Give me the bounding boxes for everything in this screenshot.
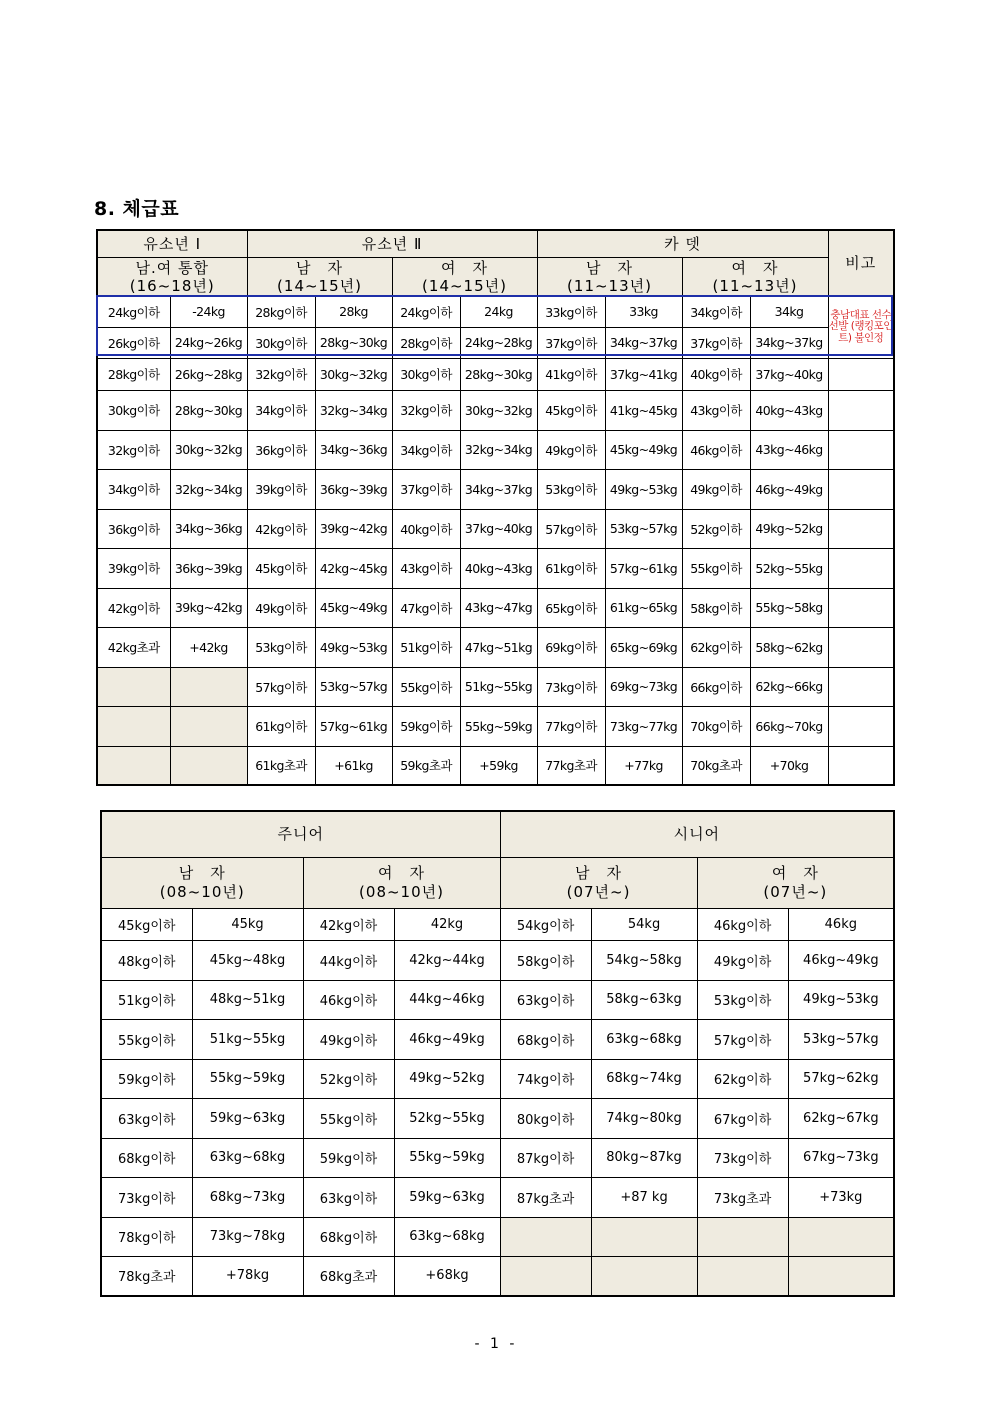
table-cell: 59kg이하 (101, 1059, 192, 1098)
table-cell: 55kg이하 (682, 548, 750, 588)
table-cell: 49kg이하 (247, 588, 315, 627)
table-cell: 74kg이하 (500, 1059, 591, 1098)
table-cell: 58kg이하 (500, 940, 591, 980)
table-cell: 39kg~42kg (170, 588, 247, 627)
table-cell: 28kg~30kg (460, 358, 537, 390)
table-cell: 30kg이하 (392, 358, 460, 390)
table-cell: 36kg이하 (247, 430, 315, 469)
table-cell: 61kg이하 (247, 706, 315, 746)
remarks-cell (828, 358, 894, 390)
table-cell: 63kg~68kg (192, 1138, 303, 1177)
table-cell: 30kg~32kg (460, 390, 537, 430)
table-cell: 34kg~37kg (460, 469, 537, 509)
table-cell: 62kg~67kg (788, 1098, 894, 1138)
table-cell: 55kg~59kg (192, 1059, 303, 1098)
table-row (97, 746, 894, 785)
table-cell: 47kg~51kg (460, 627, 537, 667)
table-cell: 48kg~51kg (192, 980, 303, 1019)
table-cell: 36kg~39kg (315, 469, 392, 509)
remarks-cell (828, 588, 894, 627)
table-cell: 45kg (192, 908, 303, 940)
table-cell: +68kg (394, 1256, 500, 1296)
table-cell: 77kg이하 (537, 706, 605, 746)
subgroup-header-junior-female: 여 자 (08~10년) (303, 857, 500, 908)
remarks-cell (828, 430, 894, 469)
table-cell: 39kg~42kg (315, 509, 392, 548)
table-cell: 41kg~45kg (605, 390, 682, 430)
table-cell: 54kg이하 (500, 908, 591, 940)
table-cell: 37kg이하 (392, 469, 460, 509)
table-cell: 63kg~68kg (394, 1217, 500, 1256)
subgroup-header-cadet-female: 여 자 (11~13년) (682, 257, 828, 296)
table-cell: 80kg이하 (500, 1098, 591, 1138)
subgroup-header-senior-female: 여 자 (07년~) (697, 857, 894, 908)
table-cell: 68kg이하 (101, 1138, 192, 1177)
table-cell: 65kg이하 (537, 588, 605, 627)
table-cell: 34kg~37kg (750, 327, 828, 358)
page-number: - 1 - (474, 1336, 518, 1352)
table-cell: 47kg이하 (392, 588, 460, 627)
remarks-cell (828, 667, 894, 706)
weight-class-table-junior-senior (100, 810, 895, 1297)
table-cell: +87 kg (591, 1177, 697, 1217)
table-cell: 59kg이하 (303, 1138, 394, 1177)
table-row (101, 1217, 894, 1256)
table-cell: 68kg초과 (303, 1256, 394, 1296)
table-cell: 39kg이하 (97, 548, 170, 588)
table-cell: 73kg이하 (537, 667, 605, 706)
table-row (101, 980, 894, 1019)
table-cell: 45kg~48kg (192, 940, 303, 980)
remarks-header: 비고 (828, 230, 894, 296)
table-cell: 73kg이하 (101, 1177, 192, 1217)
table-row (97, 706, 894, 746)
table-cell: 68kg이하 (500, 1019, 591, 1059)
group-header-senior: 시니어 (500, 811, 894, 857)
table-cell: 53kg~57kg (605, 509, 682, 548)
table-row (101, 908, 894, 940)
table-cell: 73kg~77kg (605, 706, 682, 746)
table-cell: 73kg이하 (697, 1138, 788, 1177)
table-cell: 62kg이하 (697, 1059, 788, 1098)
table-cell: 37kg~41kg (605, 358, 682, 390)
table-cell (697, 1217, 788, 1256)
table-cell (500, 1256, 591, 1296)
table-row (101, 1098, 894, 1138)
table-cell: 46kg이하 (697, 908, 788, 940)
table-cell: 42kg이하 (247, 509, 315, 548)
table-cell: 26kg~28kg (170, 358, 247, 390)
remarks-cell (828, 548, 894, 588)
table-cell: 53kg이하 (697, 980, 788, 1019)
table-cell: 49kg~53kg (788, 980, 894, 1019)
subgroup-header-junior-male: 남 자 (08~10년) (101, 857, 303, 908)
table-cell: 34kg~36kg (170, 509, 247, 548)
subgroup-header-senior-male: 남 자 (07년~) (500, 857, 697, 908)
table-cell: 28kg (315, 296, 392, 327)
table-cell (788, 1217, 894, 1256)
table-cell: 67kg~73kg (788, 1138, 894, 1177)
table-cell: 32kg이하 (247, 358, 315, 390)
remarks-cell (828, 746, 894, 785)
table-cell: 42kg이하 (303, 908, 394, 940)
table-cell: +42kg (170, 627, 247, 667)
remarks-cell (828, 509, 894, 548)
table-row (101, 1256, 894, 1296)
table-cell: 52kg~55kg (394, 1098, 500, 1138)
table-cell: 49kg~53kg (605, 469, 682, 509)
table-cell: 34kg~36kg (315, 430, 392, 469)
subgroup-header-mixed: 남.여 통합 (16~18년) (97, 257, 247, 296)
table-cell: 70kg이하 (682, 706, 750, 746)
table-cell: 32kg이하 (97, 430, 170, 469)
table-cell: 32kg~34kg (170, 469, 247, 509)
table-cell: +77kg (605, 746, 682, 785)
table-cell: 49kg이하 (697, 940, 788, 980)
table-cell: 51kg이하 (392, 627, 460, 667)
table-cell: 69kg이하 (537, 627, 605, 667)
remarks-cell (828, 390, 894, 430)
table-cell: 28kg이하 (392, 327, 460, 358)
table-row (101, 1138, 894, 1177)
table-cell: 58kg이하 (682, 588, 750, 627)
remarks-cell (828, 469, 894, 509)
table-cell: 87kg이하 (500, 1138, 591, 1177)
table-row (97, 327, 894, 358)
table-cell: 55kg~59kg (394, 1138, 500, 1177)
table-cell: +70kg (750, 746, 828, 785)
table-cell: 55kg~58kg (750, 588, 828, 627)
group-header-youth-1: 유소년 I (97, 230, 247, 257)
table-cell: 61kg초과 (247, 746, 315, 785)
table-cell: 46kg~49kg (750, 469, 828, 509)
table-cell: 57kg~61kg (605, 548, 682, 588)
table-cell: 53kg이하 (247, 627, 315, 667)
table-cell: 36kg이하 (97, 509, 170, 548)
table-cell: 45kg이하 (537, 390, 605, 430)
table-cell: 34kg이하 (682, 296, 750, 327)
table-cell: 24kg~28kg (460, 327, 537, 358)
table-cell (170, 706, 247, 746)
table-cell: 32kg~34kg (460, 430, 537, 469)
table-cell: 28kg~30kg (170, 390, 247, 430)
table-cell: 43kg이하 (392, 548, 460, 588)
table-cell: 34kg (750, 296, 828, 327)
table-cell (697, 1256, 788, 1296)
table-cell: 28kg이하 (247, 296, 315, 327)
table-row (97, 390, 894, 430)
table-cell: 40kg~43kg (460, 548, 537, 588)
weight-class-table-youth-cadet (96, 229, 895, 786)
table-row (97, 469, 894, 509)
table-cell: 24kg (460, 296, 537, 327)
table-cell: 42kg초과 (97, 627, 170, 667)
table-cell: 51kg~55kg (192, 1019, 303, 1059)
table-cell: 32kg이하 (392, 390, 460, 430)
table-cell: 55kg이하 (303, 1098, 394, 1138)
table-cell: 42kg~44kg (394, 940, 500, 980)
table-cell: 62kg이하 (682, 627, 750, 667)
table-cell: 53kg~57kg (315, 667, 392, 706)
table-cell: -24kg (170, 296, 247, 327)
table-cell: 51kg~55kg (460, 667, 537, 706)
table-cell: +78kg (192, 1256, 303, 1296)
table-cell: 68kg~74kg (591, 1059, 697, 1098)
table-cell: 37kg이하 (537, 327, 605, 358)
table-cell: 43kg~46kg (750, 430, 828, 469)
table-cell: 44kg이하 (303, 940, 394, 980)
table-cell: 43kg~47kg (460, 588, 537, 627)
table-cell: 52kg이하 (303, 1059, 394, 1098)
table-cell: 30kg~32kg (315, 358, 392, 390)
table-row (101, 1177, 894, 1217)
table-cell: 36kg~39kg (170, 548, 247, 588)
table-cell: 59kg초과 (392, 746, 460, 785)
table-cell: 42kg~45kg (315, 548, 392, 588)
group-header-cadet: 카 뎃 (537, 230, 828, 257)
table-row (97, 358, 894, 390)
table-cell (97, 746, 170, 785)
table-cell (591, 1217, 697, 1256)
table-cell: 49kg~52kg (750, 509, 828, 548)
table-cell: 51kg이하 (101, 980, 192, 1019)
table-cell: 46kg이하 (682, 430, 750, 469)
table-cell: 52kg이하 (682, 509, 750, 548)
table-cell: 39kg이하 (247, 469, 315, 509)
table-cell: 59kg~63kg (192, 1098, 303, 1138)
table-cell: 30kg이하 (97, 390, 170, 430)
table-cell: 49kg~53kg (315, 627, 392, 667)
table-cell: 73kg~78kg (192, 1217, 303, 1256)
table-cell: 34kg이하 (97, 469, 170, 509)
table-cell: 87kg초과 (500, 1177, 591, 1217)
table-cell: 55kg이하 (101, 1019, 192, 1059)
table-cell: 73kg초과 (697, 1177, 788, 1217)
table-cell: 63kg~68kg (591, 1019, 697, 1059)
table-cell: 59kg~63kg (394, 1177, 500, 1217)
table-cell: 46kg이하 (303, 980, 394, 1019)
table-cell: 68kg이하 (303, 1217, 394, 1256)
table-cell: 77kg초과 (537, 746, 605, 785)
table-cell: 42kg이하 (97, 588, 170, 627)
table-cell: 57kg이하 (247, 667, 315, 706)
table-cell: 55kg~59kg (460, 706, 537, 746)
table-cell: 44kg~46kg (394, 980, 500, 1019)
table-cell (97, 706, 170, 746)
table-cell: 40kg이하 (682, 358, 750, 390)
table-cell: 30kg~32kg (170, 430, 247, 469)
table-cell: 69kg~73kg (605, 667, 682, 706)
table-cell: 45kg이하 (101, 908, 192, 940)
subgroup-header-cadet-male: 남 자 (11~13년) (537, 257, 682, 296)
table-row (97, 627, 894, 667)
table-cell: 48kg이하 (101, 940, 192, 980)
table-cell: 66kg~70kg (750, 706, 828, 746)
table-cell: 49kg~52kg (394, 1059, 500, 1098)
table-cell: 46kg~49kg (394, 1019, 500, 1059)
table-cell: 54kg (591, 908, 697, 940)
table-cell: 61kg이하 (537, 548, 605, 588)
table-cell: 26kg이하 (97, 327, 170, 358)
table-cell (170, 667, 247, 706)
table-cell: 63kg이하 (101, 1098, 192, 1138)
table-row (97, 588, 894, 627)
table-cell: 62kg~66kg (750, 667, 828, 706)
table-cell: 49kg이하 (537, 430, 605, 469)
table-cell: 46kg (788, 908, 894, 940)
group-header-junior: 주니어 (101, 811, 500, 857)
table-cell: 52kg~55kg (750, 548, 828, 588)
table-cell: 55kg이하 (392, 667, 460, 706)
table-cell (591, 1256, 697, 1296)
table-cell: 66kg이하 (682, 667, 750, 706)
table-cell: 57kg~62kg (788, 1059, 894, 1098)
table-cell: 24kg이하 (97, 296, 170, 327)
table-cell: 63kg이하 (303, 1177, 394, 1217)
table-row (101, 1059, 894, 1098)
table-cell (788, 1256, 894, 1296)
table-row (97, 430, 894, 469)
table-cell: 34kg이하 (247, 390, 315, 430)
table-cell: 78kg초과 (101, 1256, 192, 1296)
table-cell: 68kg~73kg (192, 1177, 303, 1217)
table-cell: 74kg~80kg (591, 1098, 697, 1138)
table-cell: 65kg~69kg (605, 627, 682, 667)
table-cell: 61kg~65kg (605, 588, 682, 627)
subgroup-header-youth2-female: 여 자 (14~15년) (392, 257, 537, 296)
table-cell: 45kg~49kg (605, 430, 682, 469)
table-cell: 58kg~62kg (750, 627, 828, 667)
table-cell: 30kg이하 (247, 327, 315, 358)
group-header-youth-2: 유소년 Ⅱ (247, 230, 537, 257)
table-cell: 58kg~63kg (591, 980, 697, 1019)
table-cell: 37kg이하 (682, 327, 750, 358)
table-cell: 45kg이하 (247, 548, 315, 588)
table-cell: 49kg이하 (682, 469, 750, 509)
table-cell: 43kg이하 (682, 390, 750, 430)
table-cell: 49kg이하 (303, 1019, 394, 1059)
table-cell: 41kg이하 (537, 358, 605, 390)
table-cell (170, 746, 247, 785)
table-cell: 40kg이하 (392, 509, 460, 548)
table-cell: +61kg (315, 746, 392, 785)
table-cell: 57kg이하 (537, 509, 605, 548)
table-cell: 32kg~34kg (315, 390, 392, 430)
table-cell: 54kg~58kg (591, 940, 697, 980)
remarks-cell (828, 627, 894, 667)
table-cell: 57kg~61kg (315, 706, 392, 746)
table-cell: +73kg (788, 1177, 894, 1217)
table-cell: +59kg (460, 746, 537, 785)
table-row (101, 940, 894, 980)
table-cell: 42kg (394, 908, 500, 940)
table-row (101, 1019, 894, 1059)
table-cell: 28kg이하 (97, 358, 170, 390)
remarks-note: 충남대표 선수선발 (랭킹포인트) 불인정 (828, 296, 894, 358)
table-cell: 33kg (605, 296, 682, 327)
table-cell: 59kg이하 (392, 706, 460, 746)
table-row (97, 509, 894, 548)
table-cell (500, 1217, 591, 1256)
table-cell: 34kg~37kg (605, 327, 682, 358)
remarks-cell (828, 706, 894, 746)
table-cell: 80kg~87kg (591, 1138, 697, 1177)
table-cell: 53kg~57kg (788, 1019, 894, 1059)
table-cell: 24kg이하 (392, 296, 460, 327)
table-cell: 24kg~26kg (170, 327, 247, 358)
table-cell: 53kg이하 (537, 469, 605, 509)
table-cell: 46kg~49kg (788, 940, 894, 980)
table-row (97, 667, 894, 706)
table-cell: 37kg~40kg (750, 358, 828, 390)
table-cell: 33kg이하 (537, 296, 605, 327)
table-cell: 67kg이하 (697, 1098, 788, 1138)
table-cell (97, 667, 170, 706)
table-cell: 28kg~30kg (315, 327, 392, 358)
table-cell: 70kg초과 (682, 746, 750, 785)
table-row (97, 296, 894, 327)
table-row (97, 548, 894, 588)
table-cell: 40kg~43kg (750, 390, 828, 430)
table-cell: 34kg이하 (392, 430, 460, 469)
table-cell: 57kg이하 (697, 1019, 788, 1059)
table-cell: 63kg이하 (500, 980, 591, 1019)
table-cell: 78kg이하 (101, 1217, 192, 1256)
table-cell: 37kg~40kg (460, 509, 537, 548)
subgroup-header-youth2-male: 남 자 (14~15년) (247, 257, 392, 296)
table-cell: 45kg~49kg (315, 588, 392, 627)
section-title: 8. 체급표 (94, 198, 180, 220)
